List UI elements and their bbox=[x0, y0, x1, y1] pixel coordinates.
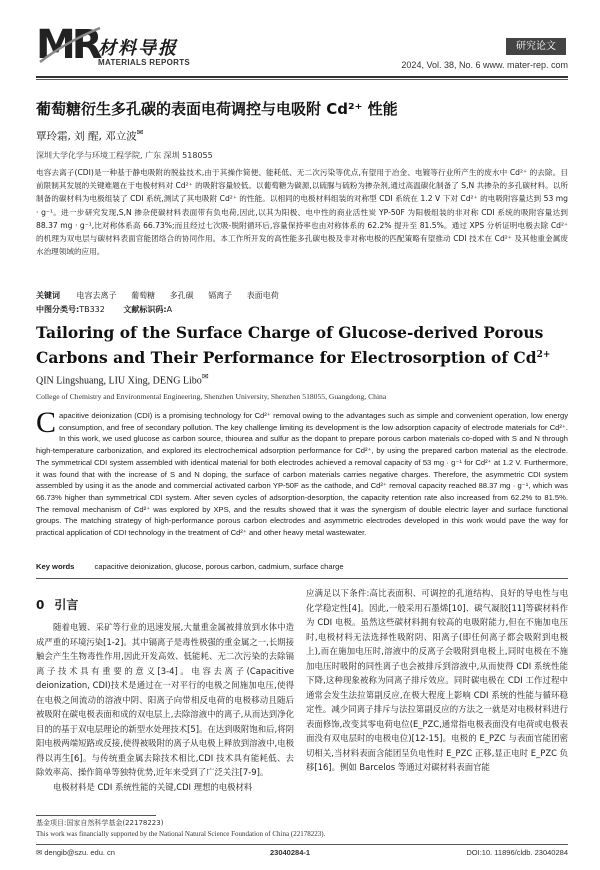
journal-logo bbox=[36, 22, 106, 72]
section-title: 引言 bbox=[54, 598, 79, 612]
en-title-sup: 2+ bbox=[536, 350, 551, 360]
section-heading-intro bbox=[36, 596, 78, 613]
email-envelope-icon: ✉ bbox=[201, 372, 209, 381]
footer-rule bbox=[36, 844, 568, 845]
en-keywords bbox=[36, 562, 344, 571]
en-affiliation: College of Chemistry and Environmental Engineering, Shenzhen University, Shenzhen 518055, Guangdong, China bbox=[36, 392, 387, 401]
abstract-dropcap: C bbox=[36, 406, 57, 439]
footer-email-address: dengib@szu. edu. cn bbox=[44, 848, 115, 857]
journal-title-en: MATERIALS REPORTS bbox=[98, 58, 191, 67]
header-rule bbox=[36, 76, 568, 78]
cn-keywords-label: 关键词 bbox=[36, 291, 60, 300]
body-paragraph: 应满足以下条件:高比表面积、可调控的孔道结构、良好的导电性与电化学稳定性[4]。因此,一般采用石墨烯[10]、碳气凝胶[11]等碳材料作为 CDI 电极。虽然这些碳材料拥有较高的电吸附能力,但在不施加电压时,电极材料无法选择性吸附阴、阳离子(即任何离子都会吸附到电极上),而在施加电压时,溶液中的反离子会吸附到电极上,同时电极在不施加电压时吸附的同性离子也会被排斥到溶液中,从而使得 CDI 系统性能下降,这种现象被称为同离子排斥效应。同时碳电极在 CDI 工作过程中通常会发生法拉第副反应,在极大程度上影响 CDI 系统的性能与循环稳定性。减少同离子排斥与法拉第副反应的方法之一就是对电极材料进行表面修饰,改变其零电荷电位(E_PZC,通常指电极表面没有电荷或电极表面没有双电层时的电极电位)[12-15]。电极的 E_PZC 与表面官能团密切相关,当材料表面含能团呈负电性时 E_PZC 正移,显正电时 E_PZC 负移[16]。例如 Barcelos 等通过对碳材料表面官能 bbox=[306, 588, 568, 772]
body-column-left bbox=[36, 620, 294, 794]
cn-authors bbox=[36, 128, 143, 144]
en-abstract-text: apacitive deionization (CDI) is a promising technology for Cd²⁺ removal owing to the advantages such as simple and convenient operation, low energy consumption, and free of secondary pollution. The key challenge limiting its development is the low adsorption capacity of electrode materials for Cd²⁺. In this work, we used glucose as carbon source, thiourea and sulfur as the dopant to prepare porous carbon materials co-doped with S and N through high-temperature carbonization, and explored its electrochemical adsorption performance for Cd²⁺, by using the prepared carbon material as the electrode. The symmetrical CDI system assembled with identical material for both electrodes achieved a removal capacity of 53 mg · g⁻¹ for Cd²⁺ at 1.2 V. Furthermore, it was found that with the increase of S and N doping, the surface of carbon materials carries negative charges. Therefore, the asymmetric CDI system assembled by using it as the anode and commercial activated carbon YP-50F as the cathode, and Cd²⁺ removal capacity reached 88.37 mg · g⁻¹, which was 66.73% higher than symmetrical CDI system. After seven cycles of adsorption-desorption, the capacity retention rate also increased from 62.2% to 81.5%. The removal mechanism of Cd²⁺ was explored by XPS, and the results showed that it was the synergism of double electric layer and surface functional groups. The matching strategy of high-performance porous carbon electrodes and asymmetric electrodes developed in this work would pave the way for practical application of CDI technology in the treatment of Cd²⁺ and other heavy metal wastewater. bbox=[36, 411, 568, 538]
body-paragraph: 随着电镀、采矿等行业的迅速发展,大量重金属被排放到水体中造成严重的环境污染[1-2]。其中镉离子是毒性极强的重金属之一,长期接触会产生生物毒性作用,因此开发高效、低能耗、无二次污染的去除镉离子技术具有重要的意义[3-4]。电容去离子(Capacitive deionization, CDI)技术是通过在一对平行的电极之间施加电压,使得在电极之间流动的溶液中阴、阳离子向带相反电荷的电极移动且随后被吸附在碳电极表面和成的双电层上,去除溶液中的离子,从而达到净化目的的基于双电层理论的新型水处理技术[5]。在达到吸附饱和后,将阴阳电极两端短路或反接,使得被吸附的离子从电极上释放到溶液中,电极得以再生[6]。与传统重金属去除技术相比,CDI 技术具有能耗低、去除效率高、操作简单等独特优势,近年来受到了广泛关注[7-9]。 bbox=[36, 622, 294, 777]
page-code: 23040284-1 bbox=[270, 848, 311, 857]
email-icon: ✉ bbox=[36, 848, 45, 857]
cn-affiliation: 深圳大学化学与环境工程学院, 广东 深圳 518055 bbox=[36, 151, 213, 160]
en-keywords-label: Key words bbox=[36, 562, 75, 571]
doi: DOI:10. 11896/cldb. 23040284 bbox=[466, 848, 568, 857]
body-paragraph: 电极材料是 CDI 系统性能的关键,CDI 理想的电极材料 bbox=[53, 781, 253, 792]
en-title-text: Tailoring of the Surface Charge of Glucose-derived Porous Carbons and Their Performance for Electrosorption of Cd bbox=[36, 323, 544, 368]
en-keywords-list: capacitive deionization, glucose, porous carbon, cadmium, surface charge bbox=[94, 562, 344, 571]
cn-author-list: 覃玲霜, 刘 醒, 邓立波 bbox=[36, 130, 137, 143]
section-number: 0 bbox=[36, 598, 45, 612]
cn-keyword: 葡萄糖 bbox=[131, 291, 156, 300]
fund-cn: 基金项目:国家自然科学基金(22178223) bbox=[36, 819, 164, 827]
cn-keyword: 表面电荷 bbox=[246, 291, 279, 300]
page-header bbox=[0, 0, 600, 80]
en-authors bbox=[36, 372, 209, 386]
clc-label: 中图分类号: bbox=[36, 305, 80, 314]
cn-abstract: 电容去离子(CDI)是一种基于静电吸附的脱盐技术,由于其操作简便、能耗低、无二次污染等优点,有望用于冶金、电镀等行业所产生的废水中 Cd²⁺ 的去除。目前限制其发展的关键难题在于电极材料对 Cd²⁺ 的吸附容量较低。以葡萄糖为碳源,以硫脲与硫粉为掺杂剂,通过高温碳化制备了 S,N 共掺杂的多孔碳材料。以所制备的碳材料为电极组装了 CDI 系统,测试了其电吸附 Cd²⁺ 的性能。以相同的电极材料组装的对称型 CDI 系统在 1.2 V 下对 Cd²⁺ 的电吸附容量达到 53 mg · g⁻¹。进一步研究发现,S,N 掺杂使碳材料表面带有负电荷,因此,以其为阳极、电中性的商业活性炭 YP-50F 为阳极组装的非对称 CDI 系统的吸附容量达到 88.37 mg · g⁻¹,比对称体系高 66.73%;而且经过七次吸-脱附循环后,容量保持率也由对称体系的 62.2% 提升至 81.5%。通过 XPS 分析证明电极去除 Cd²⁺ 的机理为双电层与碳材料表面官能团络合的协同作用。本工作所开发的高性能多孔碳电极及非对称电极的匹配策略有望推动 CDI 技术在 Cd²⁺ 及其他重金属废水治理领域的应用。 bbox=[36, 168, 568, 257]
doc-code-value: A bbox=[166, 305, 173, 314]
logo-swoosh-icon bbox=[36, 22, 106, 72]
journal-title-cn: 材料导报 bbox=[98, 38, 178, 59]
issue-info: 2024, Vol. 38, No. 6 www. mater-rep. com bbox=[401, 60, 568, 70]
footer-email bbox=[36, 848, 115, 857]
body-column-right bbox=[306, 586, 568, 775]
en-title bbox=[36, 322, 568, 369]
clc-value: TB332 bbox=[79, 305, 105, 314]
header-rule-thin bbox=[36, 79, 568, 80]
en-author-list: QIN Lingshuang, LIU Xing, DENG Libo bbox=[36, 375, 202, 387]
classification-row bbox=[36, 304, 172, 315]
cn-keywords bbox=[36, 290, 291, 301]
cn-keyword: 多孔碳 bbox=[169, 291, 194, 300]
en-abstract bbox=[36, 406, 568, 539]
cn-keyword: 电容去离子 bbox=[76, 291, 117, 300]
cn-keyword: 镉离子 bbox=[208, 291, 233, 300]
section-tag: 研究论文 bbox=[506, 38, 566, 55]
footnote-rule bbox=[36, 815, 156, 816]
email-envelope-icon: ✉ bbox=[136, 128, 144, 137]
doc-code-label: 文献标识码: bbox=[123, 305, 167, 314]
cn-title: 葡萄糖衍生多孔碳的表面电荷调控与电吸附 Cd²⁺ 性能 bbox=[36, 100, 398, 118]
fund-en: This work was financially supported by the National Natural Science Foundation of China (22178223). bbox=[36, 830, 326, 838]
section-divider bbox=[36, 578, 568, 579]
logo-mark: MR bbox=[36, 22, 99, 68]
